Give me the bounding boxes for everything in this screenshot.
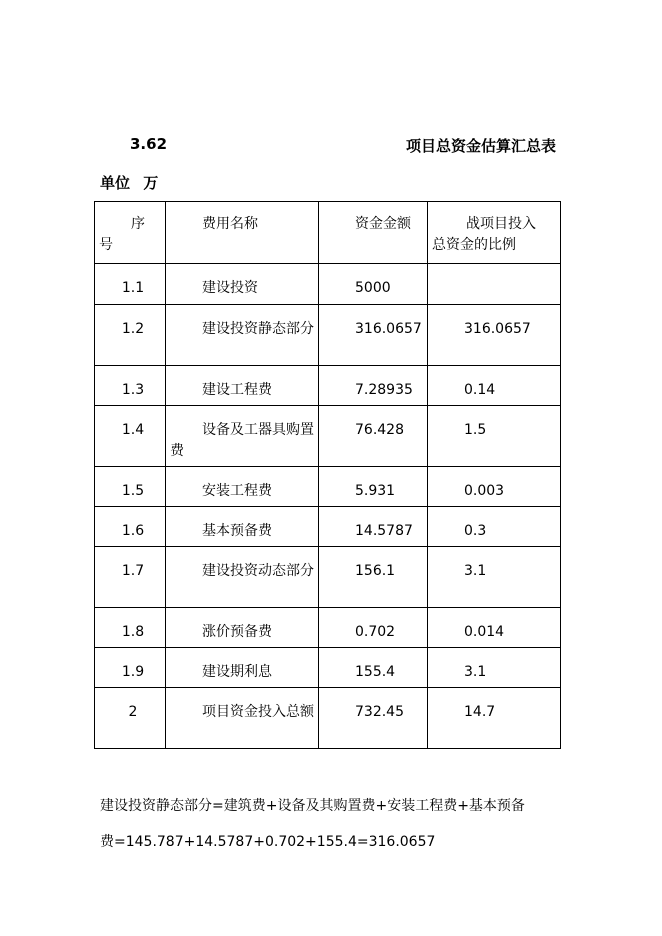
table-row (95, 305, 561, 366)
header-amount-cell (319, 202, 428, 264)
row-amount: 7.28935 (355, 382, 413, 398)
row-ratio: 3.1 (464, 664, 487, 680)
row-amount: 5000 (355, 280, 391, 296)
header-amount: 资金金额 (355, 216, 411, 232)
row-no: 1.2 (121, 321, 145, 337)
row-ratio: 0.003 (464, 483, 505, 499)
row-no: 2 (128, 704, 138, 720)
row-no: 1.8 (121, 624, 145, 640)
section-number: 3.62 (130, 135, 168, 153)
row-ratio: 0.014 (464, 624, 505, 640)
row-name: 建设投资动态部分 (202, 563, 314, 579)
unit-value: 万 (143, 174, 159, 192)
row-no: 1.7 (121, 563, 145, 579)
row-name: 建设投资 (202, 280, 258, 296)
header-name: 费用名称 (202, 216, 258, 232)
table-row (95, 467, 561, 507)
row-amount: 0.702 (355, 624, 396, 640)
header-no-cell (95, 202, 166, 264)
row-ratio: 0.3 (464, 523, 487, 539)
row-amount: 5.931 (355, 483, 396, 499)
row-amount: 155.4 (355, 664, 396, 680)
row-ratio (428, 264, 560, 278)
row-no: 1.4 (121, 422, 145, 438)
document-title: 项目总资金估算汇总表 (406, 137, 557, 155)
row-name: 建设投资静态部分 (202, 321, 314, 337)
table-row (95, 406, 561, 467)
table-row (95, 547, 561, 608)
row-ratio: 3.1 (464, 563, 487, 579)
row-amount: 76.428 (355, 422, 404, 438)
footnote-line-2: 费=145.787+14.5787+0.702+155.4=316.0657 (100, 834, 436, 850)
row-name: 建设工程费 (202, 382, 272, 398)
header-name-cell (166, 202, 319, 264)
table-row (95, 264, 561, 305)
row-name: 项目资金投入总额 (202, 704, 314, 720)
row-name: 建设期利息 (202, 664, 272, 680)
header-ratio-line2: 总资金的比例 (432, 237, 516, 253)
row-no: 1.3 (121, 382, 145, 398)
header-no-line2: 号 (99, 237, 113, 253)
row-ratio: 1.5 (464, 422, 487, 438)
row-no: 1.5 (121, 483, 145, 499)
unit-label: 单位 (100, 174, 131, 192)
table-row (95, 366, 561, 406)
row-ratio: 316.0657 (464, 321, 531, 337)
unit-line (100, 172, 158, 193)
table-row (95, 688, 561, 749)
table-row (95, 608, 561, 648)
row-no: 1.9 (121, 664, 145, 680)
header-no-line1: 序 (131, 216, 145, 232)
investment-summary-table (94, 201, 561, 749)
table-row (95, 507, 561, 547)
heading-row (0, 135, 662, 157)
row-amount: 14.5787 (355, 523, 413, 539)
formula-footnote (100, 788, 570, 860)
row-no: 1.6 (121, 523, 145, 539)
footnote-line-1: 建设投资静态部分=建筑费+设备及其购置费+安装工程费+基本预备 (100, 798, 525, 814)
row-amount: 316.0657 (355, 321, 422, 337)
header-ratio-cell (428, 202, 561, 264)
header-ratio-line1: 战项目投入 (466, 216, 536, 232)
row-ratio: 14.7 (464, 704, 496, 720)
row-name: 基本预备费 (202, 523, 272, 539)
row-amount: 732.45 (355, 704, 404, 720)
row-name: 设备及工器具购置费 (170, 422, 314, 459)
row-name: 安装工程费 (202, 483, 272, 499)
row-amount: 156.1 (355, 563, 396, 579)
row-ratio: 0.14 (464, 382, 496, 398)
table-header-row (95, 202, 561, 264)
row-no: 1.1 (121, 280, 145, 296)
table-row (95, 648, 561, 688)
row-name: 涨价预备费 (202, 624, 272, 640)
